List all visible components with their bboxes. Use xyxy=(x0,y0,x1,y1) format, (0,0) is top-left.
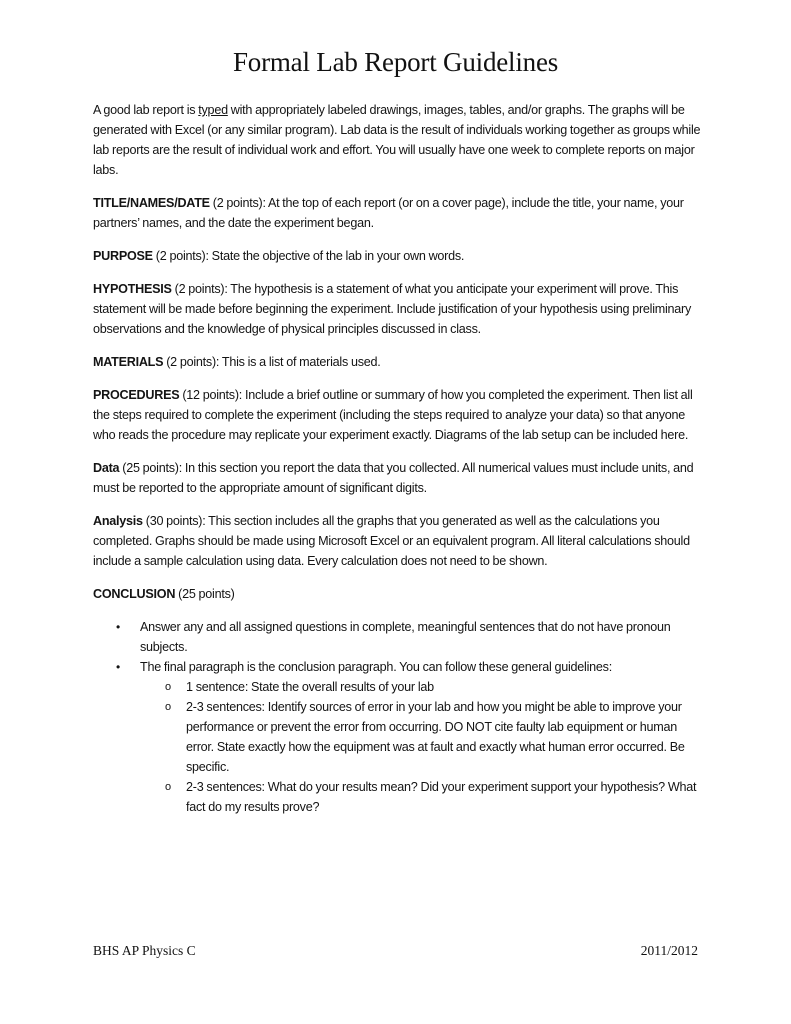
list-item xyxy=(93,617,705,657)
section-text: (30 points): This section includes all the graphs that you generated as well as the calculations you completed. Graphs should be made using Microsoft Excel or an equivalent program. All literal calculations should include a sample calculation using data. Every calculation does not need to be shown. xyxy=(93,514,690,568)
section-heading: HYPOTHESIS xyxy=(93,282,172,296)
list-item-text: Answer any and all assigned questions in complete, meaningful sentences that do not have pronoun subjects. xyxy=(140,620,671,654)
hollow-bullet-icon: o xyxy=(165,681,171,693)
hollow-bullet-icon: o xyxy=(165,781,171,793)
section-analysis xyxy=(93,511,705,571)
intro-paragraph xyxy=(93,100,705,180)
section-text: (2 points): At the top of each report (or on a cover page), include the title, your name, your partners’ names, and the date the experiment began. xyxy=(93,196,684,230)
section-text: (2 points): This is a list of materials used. xyxy=(163,355,381,369)
section-data xyxy=(93,458,705,498)
sub-list-item xyxy=(140,677,705,697)
sub-list-item-text: 1 sentence: State the overall results of your lab xyxy=(186,680,434,694)
section-heading: PROCEDURES xyxy=(93,388,180,402)
section-text: (12 points): Include a brief outline or summary of how you completed the experiment. Then list all the steps required to complete the experiment (including the steps required to analyze your data) so that anyone who reads the procedure may replicate your experiment exactly. Diagrams of the lab setup can be included here. xyxy=(93,388,693,442)
section-materials xyxy=(93,352,705,372)
section-text: (25 points) xyxy=(175,587,235,601)
section-heading: Data xyxy=(93,461,120,475)
footer-course-name: BHS AP Physics C xyxy=(93,943,196,958)
conclusion-bullet-list xyxy=(93,617,705,817)
section-purpose xyxy=(93,246,705,266)
hollow-bullet-icon: o xyxy=(165,701,171,713)
footer-school-year: 2011/2012 xyxy=(640,943,698,958)
list-item xyxy=(93,657,705,817)
intro-text-before: A good lab report is xyxy=(93,103,199,117)
sub-list-item-text: 2-3 sentences: Identify sources of error in your lab and how you might be able to improve your performance or prevent the error from occurring. DO NOT cite faulty lab equipment or human error. State exactly how the equipment was at fault and exactly what human error occurred. Be specific. xyxy=(186,700,685,774)
section-text: (25 points): In this section you report the data that you collected. All numerical values must include units, and must be reported to the appropriate amount of significant digits. xyxy=(93,461,694,495)
section-title-names-date xyxy=(93,193,705,233)
section-conclusion xyxy=(93,584,705,604)
bullet-icon: • xyxy=(116,660,120,674)
section-text: (2 points): State the objective of the lab in your own words. xyxy=(152,249,465,263)
intro-underlined-word: typed xyxy=(198,103,228,117)
list-item-text: The final paragraph is the conclusion paragraph. You can follow these general guidelines: xyxy=(140,660,612,674)
section-hypothesis xyxy=(93,279,705,339)
section-heading: CONCLUSION xyxy=(93,587,176,601)
section-heading: TITLE/NAMES/DATE xyxy=(93,196,210,210)
section-heading: MATERIALS xyxy=(93,355,164,369)
section-text: (2 points): The hypothesis is a statement of what you anticipate your experiment will prove. This statement will be made before beginning the experiment. Include justification of your hypothesis using preliminary observations and the knowledge of physical principles discussed in class. xyxy=(93,282,692,336)
section-procedures xyxy=(93,385,705,445)
sub-list-item-text: 2-3 sentences: What do your results mean? Did your experiment support your hypothesis? What fact do my results prove? xyxy=(186,780,697,814)
document-body xyxy=(93,100,705,817)
sub-list-item xyxy=(140,777,705,817)
page-footer xyxy=(93,942,698,960)
document-title: Formal Lab Report Guidelines xyxy=(232,47,559,77)
section-heading: PURPOSE xyxy=(93,249,153,263)
bullet-icon: • xyxy=(116,620,120,634)
section-heading: Analysis xyxy=(93,514,143,528)
sub-list-item xyxy=(140,697,705,777)
intro-text-after: with appropriately labeled drawings, images, tables, and/or graphs. The graphs will be generated with Excel (or any similar program). Lab data is the result of individuals working together as groups while lab reports are the result of individual work and effort. You will usually have one week to complete reports on major labs. xyxy=(93,103,701,177)
conclusion-sub-list xyxy=(140,677,705,817)
